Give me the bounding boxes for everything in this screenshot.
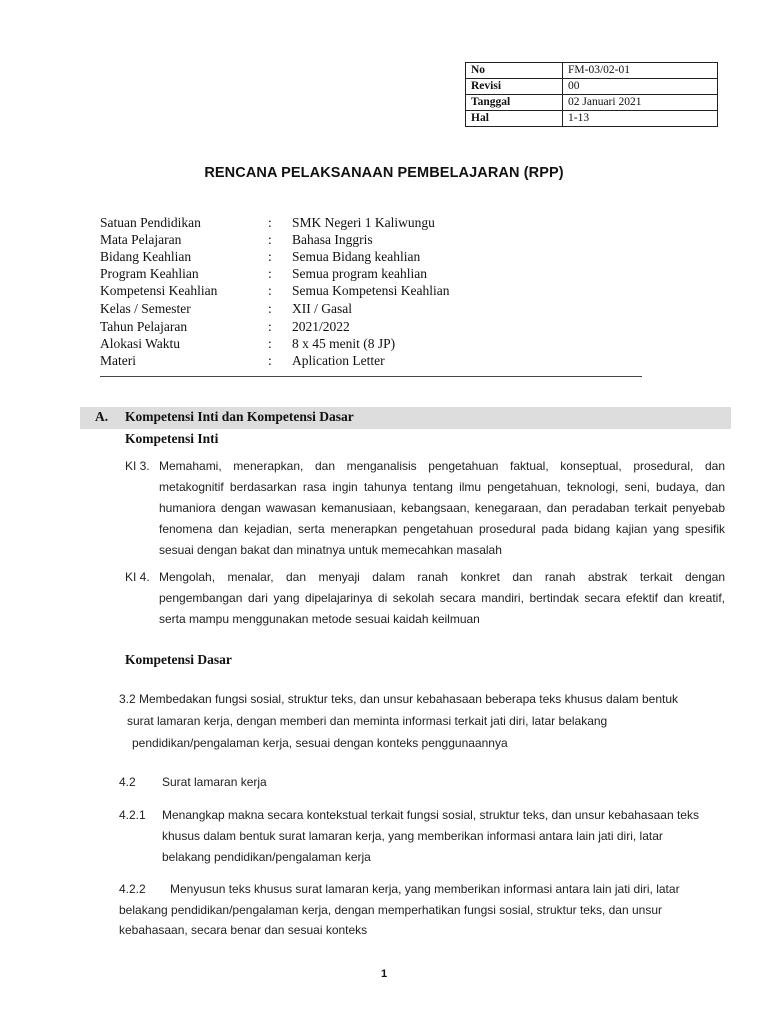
kd422-number: 4.2.2 <box>119 882 146 896</box>
identity-label: Kompetensi Keahlian <box>100 283 218 298</box>
identity-value: Semua Bidang keahlian <box>292 249 421 264</box>
identity-colon: : <box>268 336 272 351</box>
ki3-prefix: KI 3. <box>125 459 150 473</box>
identity-value: Semua Kompetensi Keahlian <box>292 283 450 298</box>
ki4-line: serta mampu menggunakan metode sesuai kaidah keilmuan <box>159 612 480 626</box>
kd421-line: belakang pendidikan/pengalaman kerja <box>162 850 371 864</box>
identity-value: 2021/2022 <box>292 319 350 334</box>
ki3-line: humaniora dengan wawasan kemanusiaan, kebangsaan, kenegaraan, dan peradaban terkait penyebab <box>159 501 725 515</box>
identity-colon: : <box>268 301 272 316</box>
identity-value: Aplication Letter <box>292 353 385 368</box>
ki3-line: metakognitif berdasarkan rasa ingin tahunya tentang ilmu pengetahuan, teknologi, seni, budaya, dan <box>159 480 725 494</box>
table-cell-key: Revisi <box>466 79 563 95</box>
table-row <box>466 63 718 79</box>
table-cell-key: No <box>466 63 563 79</box>
page-title: RENCANA PELAKSANAAN PEMBELAJARAN (RPP) <box>204 165 564 181</box>
kompetensi-inti-heading: Kompetensi Inti <box>125 431 219 446</box>
ki3-line: sesuai dengan bakat dan minatnya untuk memecahkan masalah <box>159 543 502 557</box>
ki4-line: pengembangan dari yang dipelajarinya di sekolah secara mandiri, bertindak secara efektif dan kreatif, <box>159 591 725 605</box>
kd421-number: 4.2.1 <box>119 808 146 822</box>
table-row <box>466 95 718 111</box>
document-control-table <box>465 62 718 127</box>
table-cell-value: 00 <box>563 79 718 95</box>
identity-colon: : <box>268 249 272 264</box>
ki4-prefix: KI 4. <box>125 570 150 584</box>
identity-label: Tahun Pelajaran <box>100 319 188 334</box>
identity-colon: : <box>268 283 272 298</box>
identity-colon: : <box>268 215 272 230</box>
ki3-line: Memahami, menerapkan, dan menganalisis pengetahuan faktual, konseptual, prosedural, dan <box>159 459 725 473</box>
identity-label: Kelas / Semester <box>100 301 191 316</box>
table-cell-value: 1-13 <box>563 111 718 127</box>
identity-label: Materi <box>100 353 136 368</box>
identity-value: XII / Gasal <box>292 301 352 316</box>
kd32-line: pendidikan/pengalaman kerja, sesuai dengan konteks penggunaannya <box>132 736 508 750</box>
ki3-line: fenomena dan kejadian, serta menerapkan pengetahuan prosedural pada bidang kajian yang spesifik <box>159 522 725 536</box>
identity-label: Alokasi Waktu <box>100 336 181 351</box>
identity-colon: : <box>268 319 272 334</box>
identity-colon: : <box>268 353 272 368</box>
table-cell-key: Hal <box>466 111 563 127</box>
identity-label: Satuan Pendidikan <box>100 215 201 230</box>
kd422-line: kebahasaan, secara benar dan sesuai konteks <box>119 923 368 937</box>
kd421-line: khusus dalam bentuk surat lamaran kerja, yang memberikan informasi antara lain jati diri, latar <box>162 829 663 843</box>
kd422-line: belakang pendidikan/pengalaman kerja, dengan memperhatikan fungsi sosial, struktur teks, dan unsur <box>119 903 662 917</box>
divider <box>100 376 642 377</box>
table-row <box>466 111 718 127</box>
kompetensi-dasar-heading: Kompetensi Dasar <box>125 652 232 667</box>
section-title: Kompetensi Inti dan Kompetensi Dasar <box>125 409 354 424</box>
ki4-line: Mengolah, menalar, dan menyaji dalam ranah konkret dan ranah abstrak terkait dengan <box>159 570 725 584</box>
table-row <box>466 79 718 95</box>
page-number: 1 <box>380 968 388 980</box>
identity-value: Bahasa Inggris <box>292 232 373 247</box>
identity-label: Mata Pelajaran <box>100 232 182 247</box>
identity-colon: : <box>268 266 272 281</box>
table-cell-value: 02 Januari 2021 <box>563 95 718 111</box>
kd422-line: Menyusun teks khusus surat lamaran kerja, yang memberikan informasi antara lain jati diri, latar <box>170 882 680 896</box>
kd32-line: 3.2 Membedakan fungsi sosial, struktur teks, dan unsur kebahasaan beberapa teks khusus dalam bentuk <box>119 692 679 706</box>
kd42-text: Surat lamaran kerja <box>162 775 267 789</box>
section-letter: A. <box>95 409 109 424</box>
identity-label: Bidang Keahlian <box>100 249 192 264</box>
identity-value: Semua program keahlian <box>292 266 427 281</box>
identity-value: 8 x 45 menit (8 JP) <box>292 336 396 351</box>
table-cell-key: Tanggal <box>466 95 563 111</box>
kd32-line: surat lamaran kerja, dengan memberi dan meminta informasi terkait jati diri, latar belakang <box>127 714 608 728</box>
table-cell-value: FM-03/02-01 <box>563 63 718 79</box>
kd421-line: Menangkap makna secara kontekstual terkait fungsi sosial, struktur teks, dan unsur kebahasaan teks <box>162 808 699 822</box>
identity-colon: : <box>268 232 272 247</box>
identity-label: Program Keahlian <box>100 266 199 281</box>
identity-value: SMK Negeri 1 Kaliwungu <box>292 215 435 230</box>
kd42-number: 4.2 <box>119 775 136 789</box>
